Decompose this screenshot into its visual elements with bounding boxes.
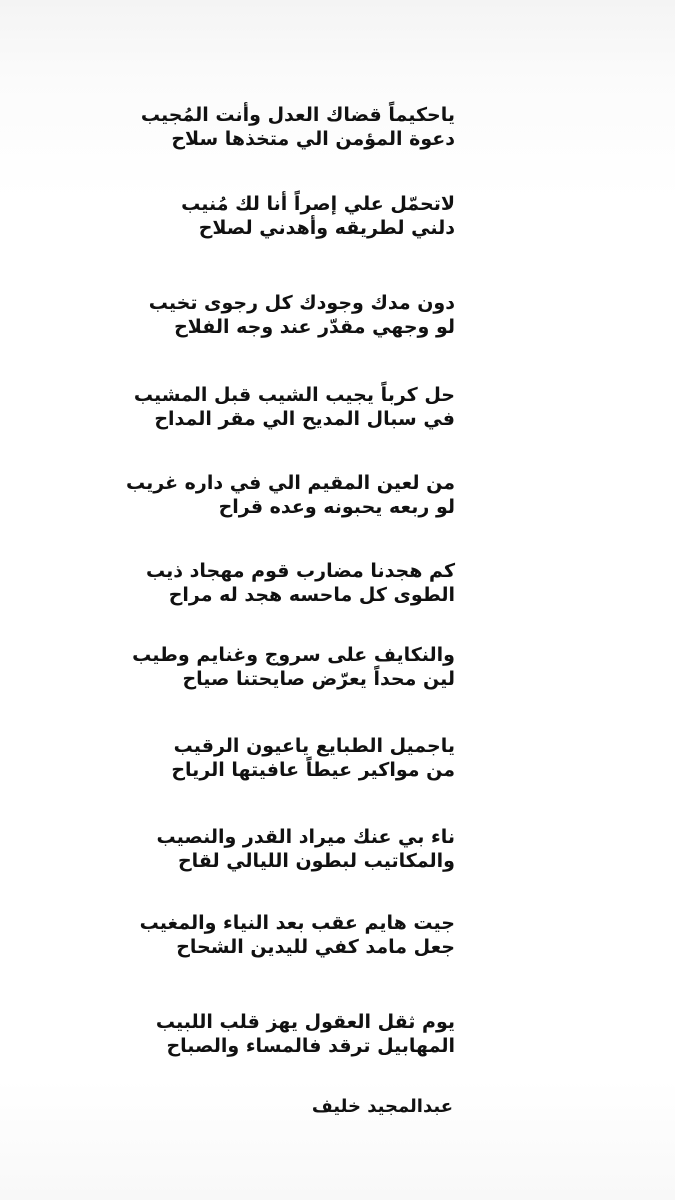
poem-line: دلني لطريقه وأهدني لصلاح [198, 217, 455, 239]
poem-line: لو ربعه يحبونه وعده قراح [218, 496, 455, 518]
poet-signature: عبدالمجيد خليف [311, 1096, 453, 1117]
poem-line: المهابيل ترقد فالمساء والصباح [166, 1035, 455, 1057]
poem-line: دعوة المؤمن الي متخذها سلاح [171, 128, 455, 150]
poem-line: يوم ثقل العقول يهز قلب اللبيب [155, 1011, 455, 1033]
poem-line: ناء بي عنك ميراد القدر والنصيب [156, 826, 455, 848]
poem-line: حل كرباً يجيب الشيب قبل المشيب [133, 384, 455, 406]
poem-line: جيت هايم عقب بعد النياء والمغيب [139, 912, 455, 934]
poem-line: من لعين المقيم الي في داره غريب [126, 472, 455, 494]
poem-line: لو وجهي مقدّر عند وجه الفلاح [174, 316, 455, 338]
poem-line: كم هجدنا مضارب قوم مهجاد ذيب [146, 560, 455, 582]
poem-line: دون مدك وجودك كل رجوى تخيب [148, 292, 455, 314]
poem-line: لاتحمّل علي إصراً أنا لك مُنيب [181, 193, 455, 215]
poem-line: والنكايف على سروج وغنايم وطيب [132, 644, 455, 666]
poem-line: من مواكير عيطاً عافيتها الرياح [171, 759, 455, 781]
poem-line: جعل مامد كفي لليدين الشحاح [176, 936, 455, 958]
poem-line: لين محداً يعرّض صايحتنا صياح [182, 668, 455, 690]
poem-line: ياحكيماً قضاك العدل وأنت المُجيب [140, 104, 455, 126]
poem-line: ياجميل الطبايع ياعيون الرقيب [173, 735, 455, 757]
poem-line: الطوى كل ماحسه هجد له مراح [168, 584, 455, 606]
poem-line: والمكاتيب لبطون الليالي لقاح [177, 850, 455, 872]
poem-line: في سبال المديح الي مقر المداح [154, 408, 455, 430]
